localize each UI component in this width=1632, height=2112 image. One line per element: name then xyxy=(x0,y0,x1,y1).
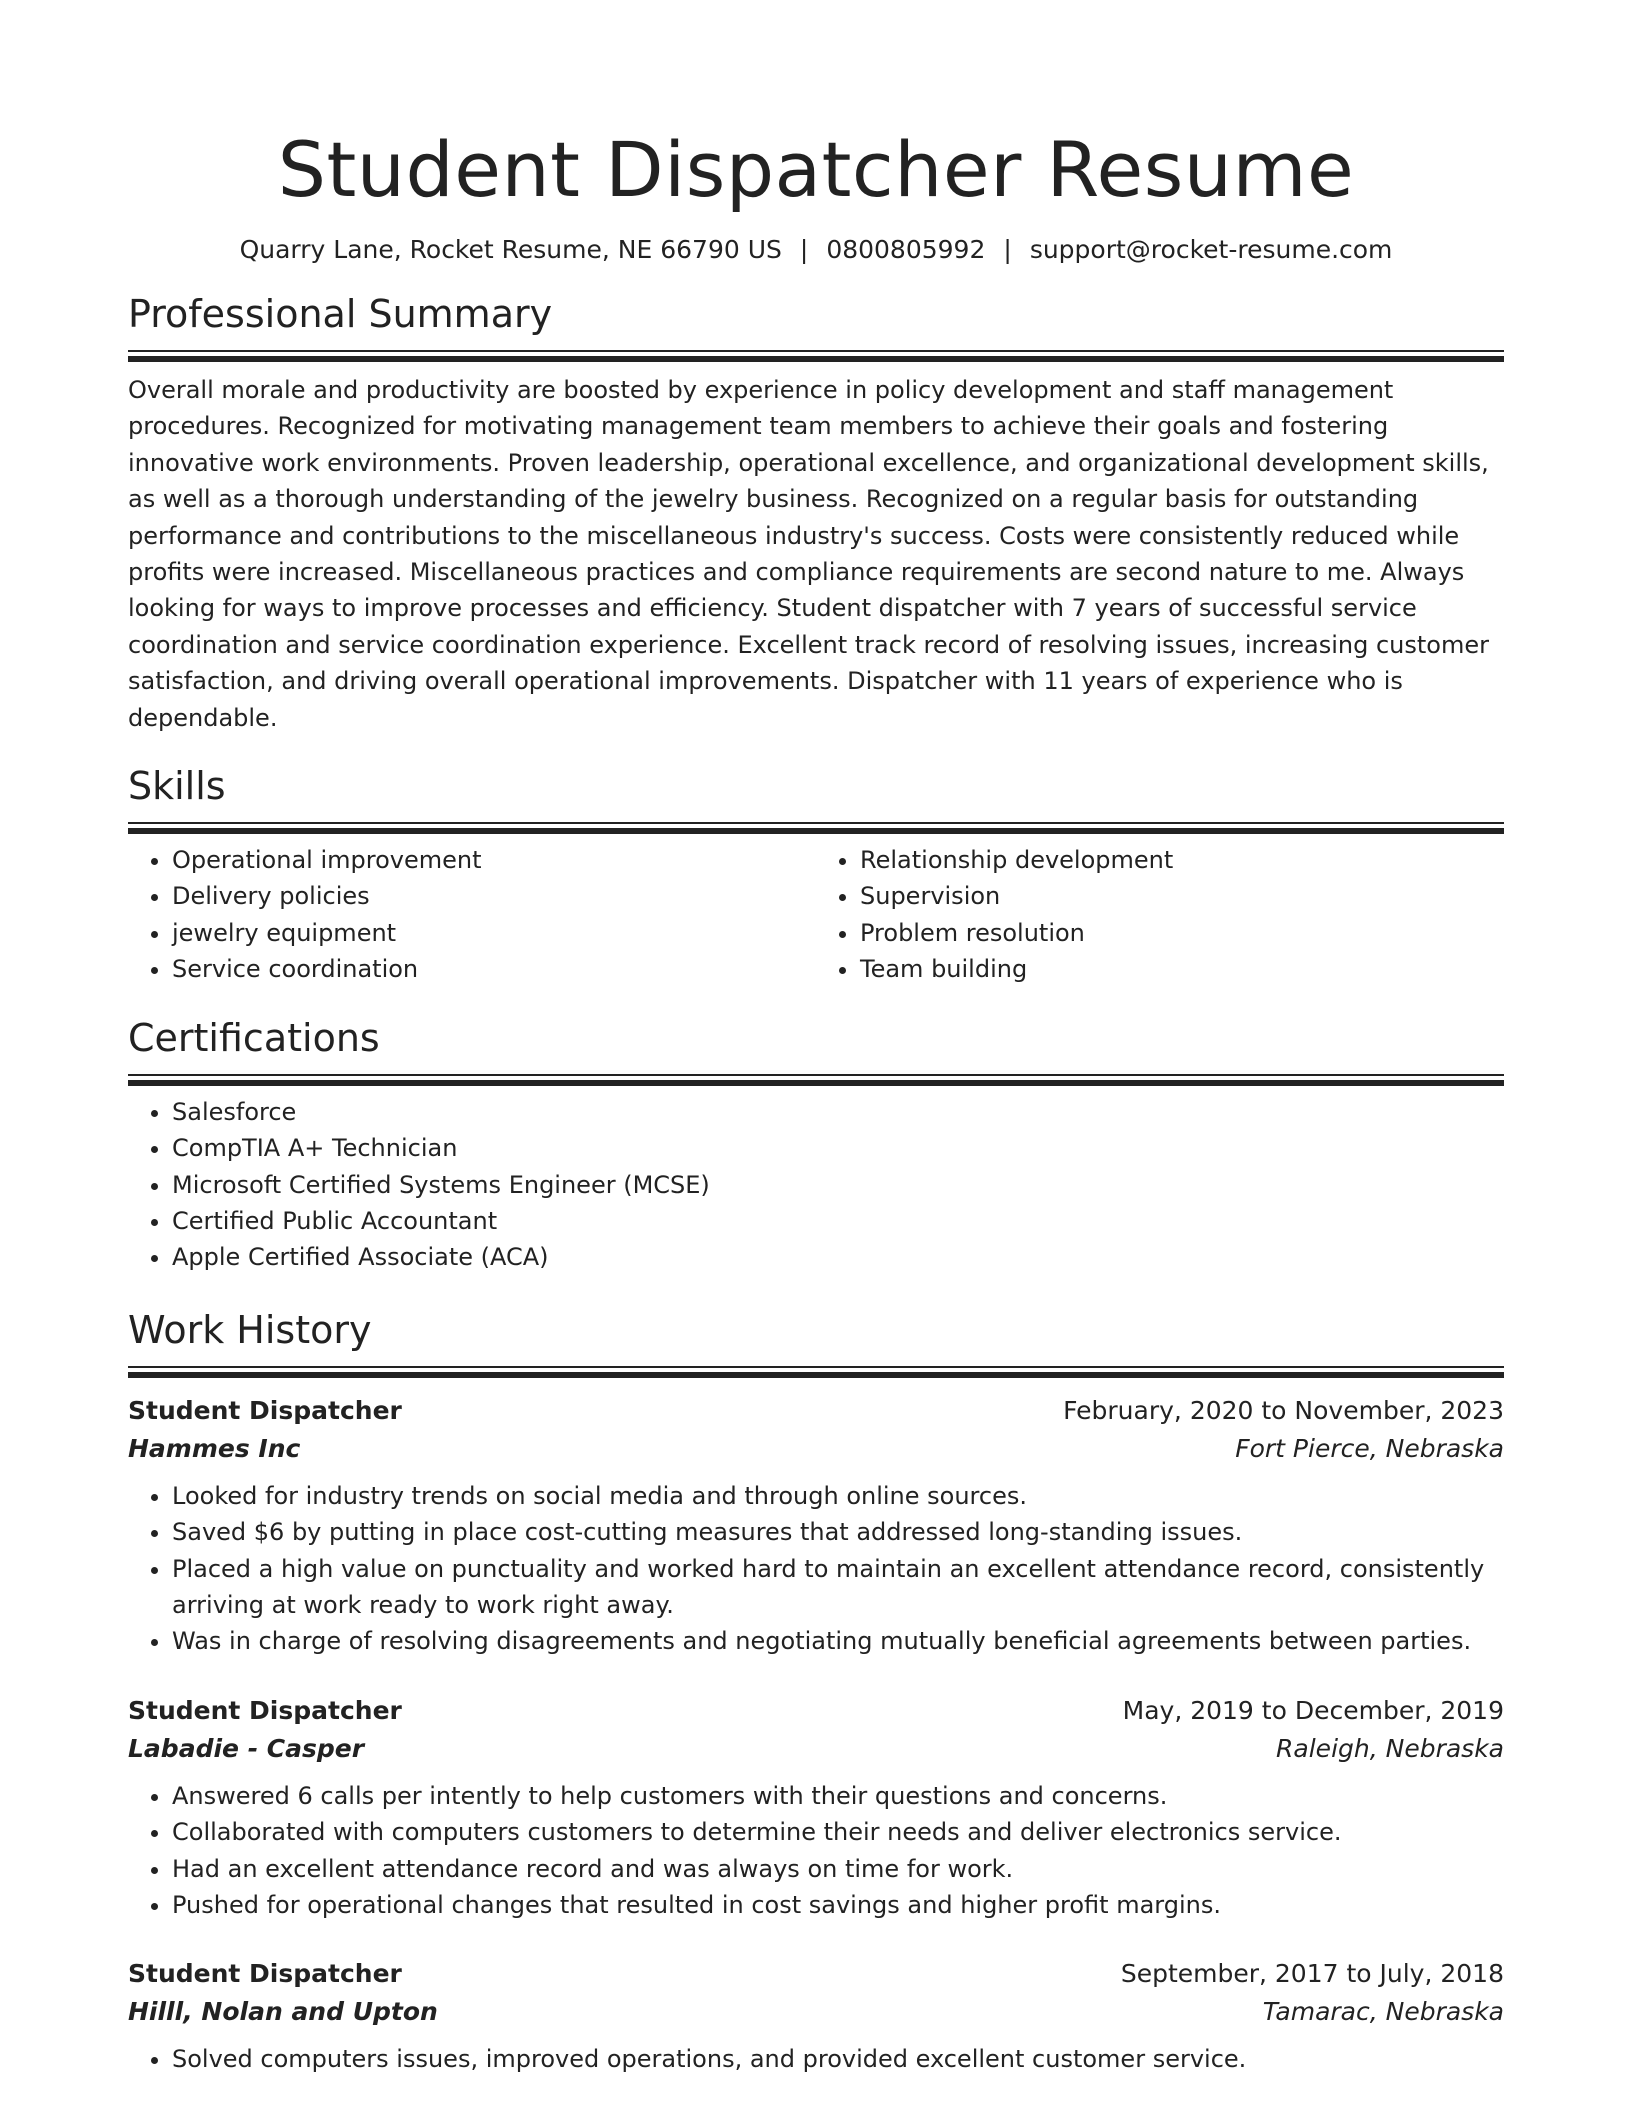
summary-section xyxy=(128,290,1504,736)
job-dates: September, 2017 to July, 2018 xyxy=(1120,1959,1504,1989)
certifications-section xyxy=(128,1014,1504,1276)
work-history-heading: Work History xyxy=(128,1307,372,1352)
job-title: Student Dispatcher xyxy=(128,1959,402,1989)
summary-text: Overall morale and productivity are boosted by experience in policy development and staff management procedures. Recognized for motivating management team members to achieve their goals and fostering innovative work environments. Proven leadership, operational excellence, and organizational development skills, as well as a thorough understanding of the jewelry business. Recognized on a regular basis for outstanding performance and contributions to the miscellaneous industry's success. Costs were consistently reduced while profits were increased. Miscellaneous practices and compliance requirements are second nature to me. Always looking for ways to improve processes and efficiency. Student dispatcher with 7 years of successful service coordination and service coordination experience. Excellent track record of resolving issues, increasing customer satisfaction, and driving overall operational improvements. Dispatcher with 11 years of experience who is dependable. xyxy=(128,376,1490,732)
job-bullets xyxy=(128,2041,1504,2077)
job-bullet: • Looked for industry trends on social media and through online sources. xyxy=(172,1478,1504,1514)
skills-list-right xyxy=(816,842,1504,988)
job-location: Raleigh, Nebraska xyxy=(1276,1733,1504,1763)
skill-item: • Operational improvement xyxy=(172,842,816,878)
skills-list-left xyxy=(128,842,816,988)
job-entry xyxy=(128,1692,1504,1924)
certifications-heading: Certifications xyxy=(128,1015,380,1060)
job-entry xyxy=(128,1392,1504,1660)
job-bullet: • Saved $6 by putting in place cost-cutting measures that addressed long-standing issues. xyxy=(172,1514,1504,1550)
contact-separator: | xyxy=(799,235,809,264)
skill-item: • Delivery policies xyxy=(172,878,816,914)
job-header xyxy=(128,1955,1504,1993)
job-bullet: • Solved computers issues, improved operations, and provided excellent customer service. xyxy=(172,2041,1504,2077)
contact-phone: 0800805992 xyxy=(826,235,986,264)
job-subheader xyxy=(128,1430,1504,1468)
section-divider xyxy=(128,350,1504,364)
certification-item: • Microsoft Certified Systems Engineer (MCSE) xyxy=(172,1167,1504,1203)
skills-grid xyxy=(128,842,1504,988)
job-dates: February, 2020 to November, 2023 xyxy=(1063,1395,1504,1425)
job-title: Student Dispatcher xyxy=(128,1695,402,1725)
work-history-section xyxy=(128,1306,1504,2078)
job-bullet: • Was in charge of resolving disagreements and negotiating mutually beneficial agreements between parties. xyxy=(172,1623,1504,1659)
skill-item: • jewelry equipment xyxy=(172,915,816,951)
certifications-list xyxy=(128,1094,1504,1276)
job-bullet: • Answered 6 calls per intently to help customers with their questions and concerns. xyxy=(172,1778,1504,1814)
job-bullet: • Collaborated with computers customers to determine their needs and deliver electronics service. xyxy=(172,1814,1504,1850)
resume-title: Student Dispatcher Resume xyxy=(277,125,1355,214)
skills-heading: Skills xyxy=(128,764,226,809)
job-header xyxy=(128,1692,1504,1730)
skill-item: • Problem resolution xyxy=(860,915,1504,951)
certification-item: • CompTIA A+ Technician xyxy=(172,1130,1504,1166)
job-location: Tamarac, Nebraska xyxy=(1262,1997,1504,2027)
job-entry xyxy=(128,1955,1504,2077)
job-bullets xyxy=(128,1478,1504,1660)
section-divider xyxy=(128,1366,1504,1380)
job-title: Student Dispatcher xyxy=(128,1395,402,1425)
job-bullet: • Had an excellent attendance record and was always on time for work. xyxy=(172,1851,1504,1887)
skill-item: • Team building xyxy=(860,951,1504,987)
skill-item: • Relationship development xyxy=(860,842,1504,878)
section-divider xyxy=(128,1074,1504,1088)
job-subheader xyxy=(128,1993,1504,2031)
certification-item: • Apple Certified Associate (ACA) xyxy=(172,1239,1504,1275)
contact-line xyxy=(128,234,1504,266)
job-company: Labadie - Casper xyxy=(128,1733,365,1763)
skill-item: • Supervision xyxy=(860,878,1504,914)
certification-item: • Certified Public Accountant xyxy=(172,1203,1504,1239)
contact-email[interactable]: support@rocket-resume.com xyxy=(1029,235,1393,264)
job-location: Fort Pierce, Nebraska xyxy=(1235,1433,1504,1463)
job-bullet: • Placed a high value on punctuality and worked hard to maintain an excellent attendance record, consistently arriving at work ready to work right away. xyxy=(172,1551,1504,1624)
job-company: Hammes Inc xyxy=(128,1433,301,1463)
skill-item: • Service coordination xyxy=(172,951,816,987)
job-company: Hilll, Nolan and Upton xyxy=(128,1997,438,2027)
resume-page xyxy=(128,0,1504,2078)
contact-address: Quarry Lane, Rocket Resume, NE 66790 US xyxy=(239,235,782,264)
job-subheader xyxy=(128,1730,1504,1768)
section-divider xyxy=(128,822,1504,836)
job-header xyxy=(128,1392,1504,1430)
skills-section xyxy=(128,762,1504,988)
job-dates: May, 2019 to December, 2019 xyxy=(1122,1695,1504,1725)
job-bullets xyxy=(128,1778,1504,1924)
certification-item: • Salesforce xyxy=(172,1094,1504,1130)
job-bullet: • Pushed for operational changes that resulted in cost savings and higher profit margins. xyxy=(172,1887,1504,1923)
contact-separator: | xyxy=(1003,235,1012,264)
summary-heading: Professional Summary xyxy=(128,292,553,336)
